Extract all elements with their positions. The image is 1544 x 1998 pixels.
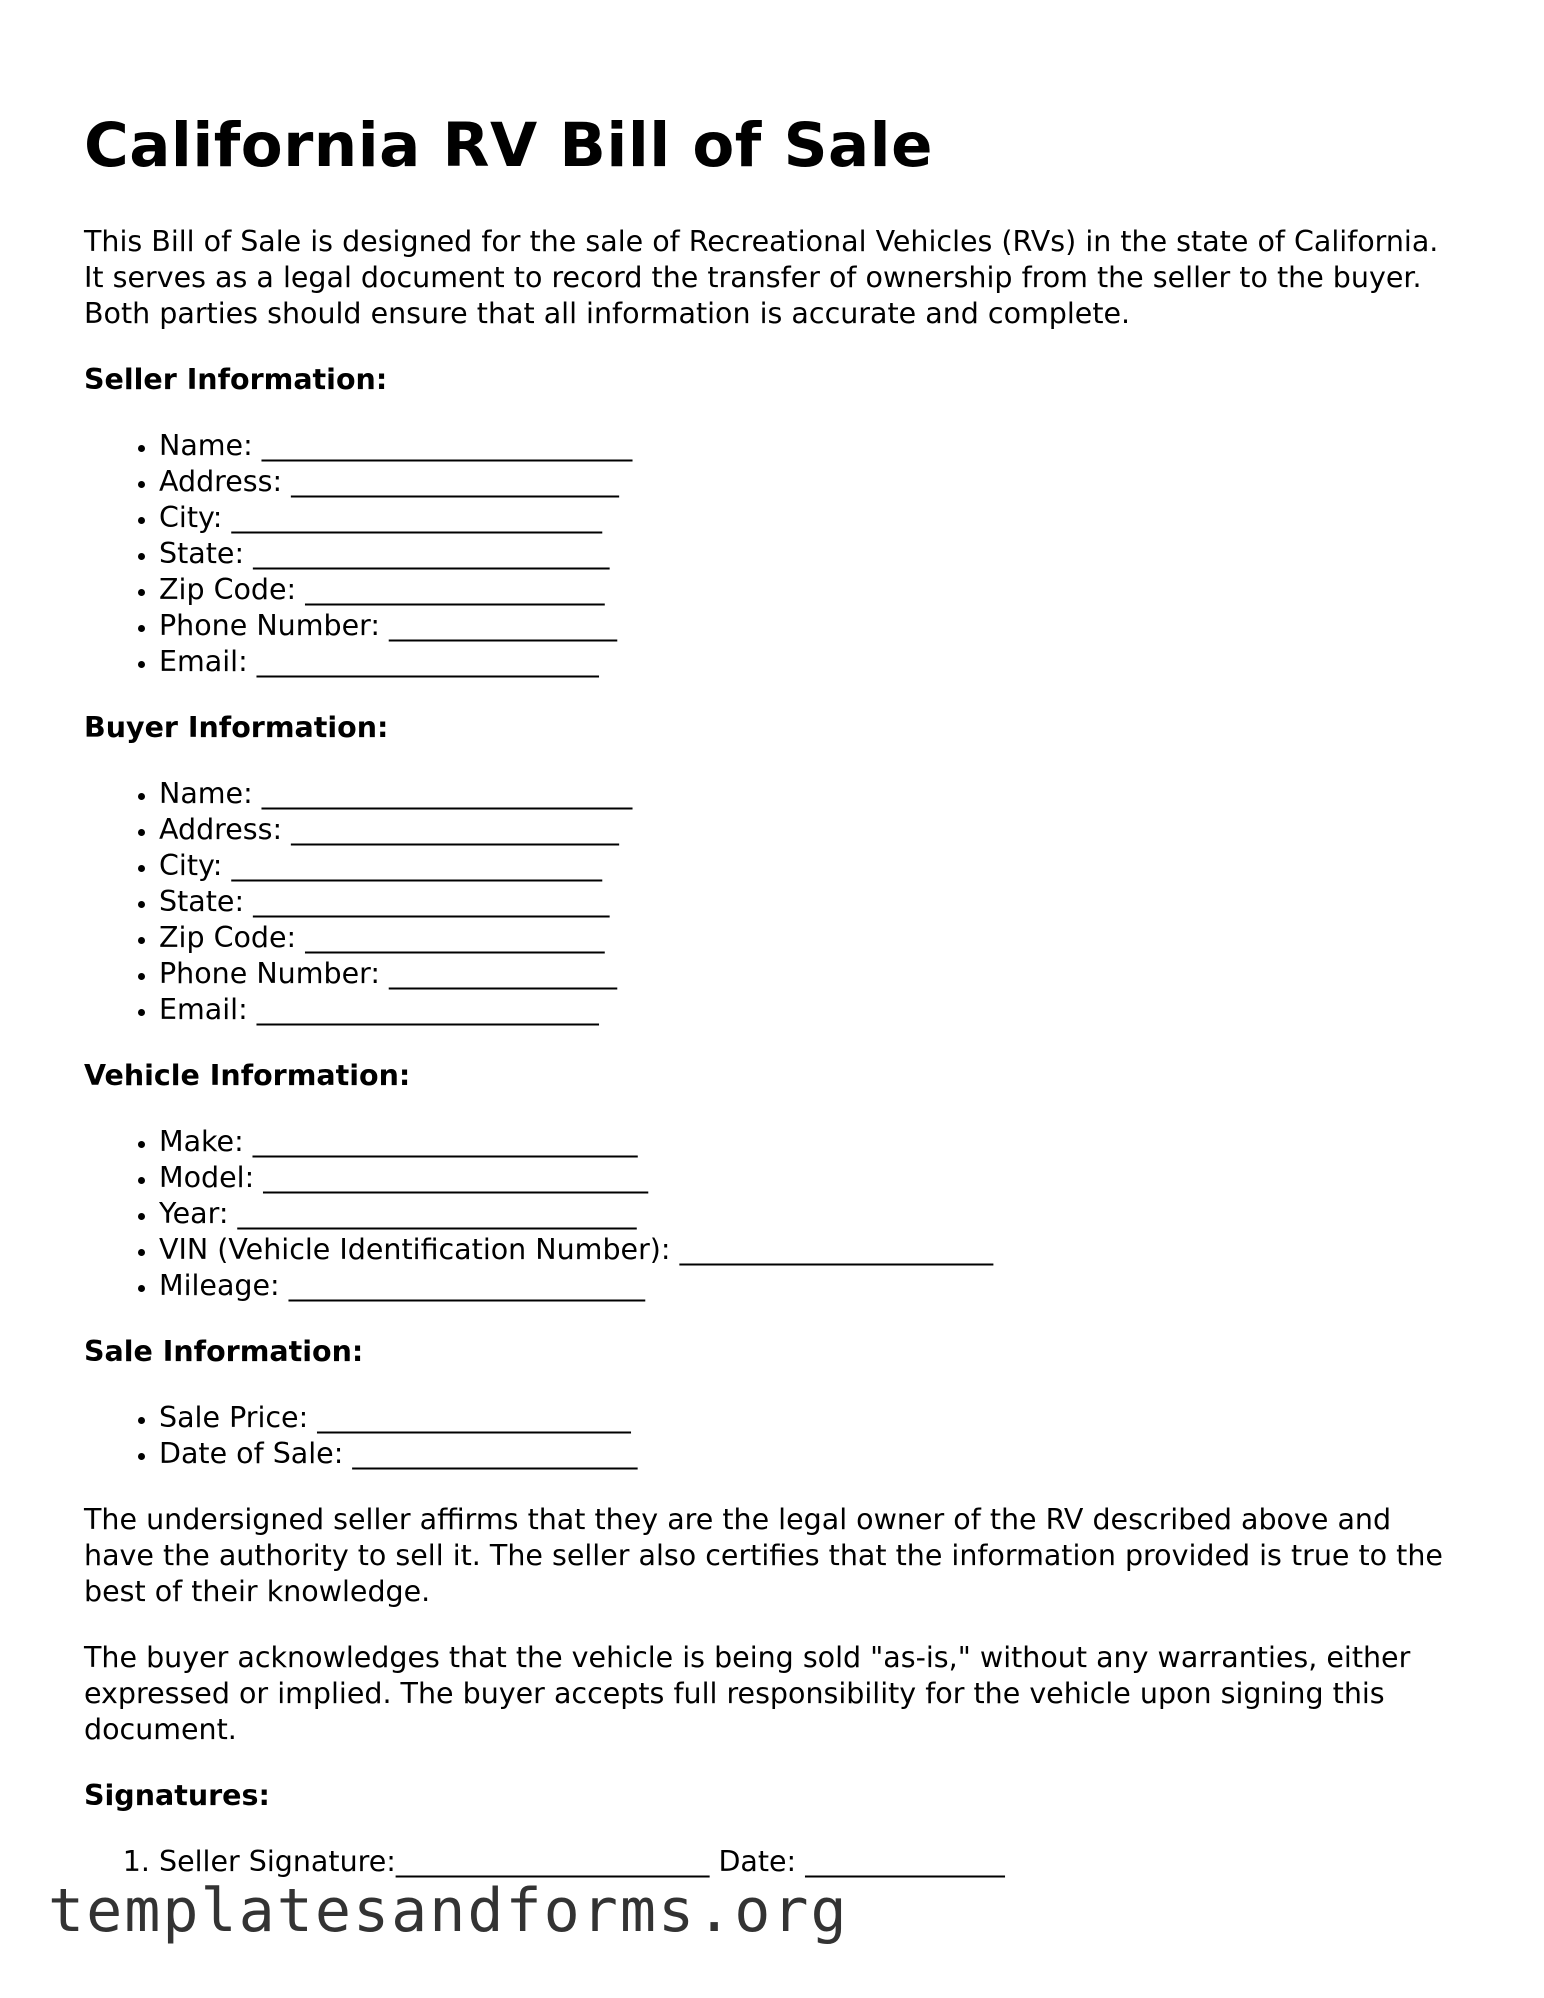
vehicle-make-blank[interactable]: ___________________________ (252, 1125, 638, 1158)
seller-state-blank[interactable]: _________________________ (253, 537, 610, 570)
sale-date-field: • Date of Sale: ____________________ (159, 1436, 1464, 1472)
vehicle-model-blank[interactable]: ___________________________ (263, 1161, 648, 1194)
buyer-city-blank[interactable]: __________________________ (231, 849, 602, 882)
seller-affirmation-paragraph: The undersigned seller affirms that they are the legal owner of the RV described above and have the authority to sell it. The seller also certifies that the information provided is true to the best of their knowledge. (84, 1503, 1443, 1608)
vehicle-model-field: • Model: ___________________________ (159, 1160, 1464, 1196)
seller-address-blank[interactable]: _______________________ (291, 465, 619, 498)
buyer-field-list (84, 776, 1464, 1028)
vehicle-field-list (84, 1124, 1464, 1304)
document-title: California RV Bill of Sale (84, 110, 933, 181)
vehicle-make-field: • Make: ___________________________ (159, 1124, 1464, 1160)
buyer-state-blank[interactable]: _________________________ (253, 885, 610, 918)
seller-signature-line: 1. Seller Signature:______________________ Date: ______________ (159, 1844, 1464, 1880)
buyer-state-field: • State: _________________________ (159, 884, 1464, 920)
seller-field-list (84, 428, 1464, 680)
seller-heading: Seller Information: (84, 363, 388, 396)
seller-email-field: • Email: ________________________ (159, 644, 1464, 680)
seller-zip-blank[interactable]: _____________________ (305, 573, 605, 606)
seller-email-blank[interactable]: ________________________ (256, 645, 599, 678)
sale-field-list (84, 1400, 1464, 1472)
vehicle-heading: Vehicle Information: (84, 1059, 411, 1092)
sale-heading: Sale Information: (84, 1335, 364, 1368)
buyer-name-blank[interactable]: __________________________ (261, 777, 633, 810)
buyer-zip-blank[interactable]: _____________________ (305, 921, 605, 954)
buyer-phone-blank[interactable]: ________________ (389, 957, 617, 990)
sale-price-field: • Sale Price: ______________________ (159, 1400, 1464, 1436)
buyer-acknowledgment-paragraph: The buyer acknowledges that the vehicle is being sold "as-is," without any warranties, either expressed or implied. The buyer accepts full responsibility for the vehicle upon signing this document. (84, 1641, 1411, 1746)
vehicle-vin-blank[interactable]: ______________________ (679, 1233, 994, 1266)
buyer-city-field: • City: __________________________ (159, 848, 1464, 884)
seller-city-blank[interactable]: __________________________ (231, 501, 602, 534)
vehicle-year-blank[interactable]: ____________________________ (237, 1197, 637, 1230)
seller-city-field: • City: __________________________ (159, 500, 1464, 536)
buyer-email-field: • Email: ________________________ (159, 992, 1464, 1028)
seller-signature-date-blank[interactable]: ______________ (805, 1845, 1005, 1878)
seller-state-field: • State: _________________________ (159, 536, 1464, 572)
seller-signature-blank[interactable]: ______________________ (395, 1845, 710, 1878)
seller-address-field: • Address: _______________________ (159, 464, 1464, 500)
intro-paragraph: This Bill of Sale is designed for the sale of Recreational Vehicles (RVs) in the state of California. It serves as a legal document to record the transfer of ownership from the seller to the buyer. Both parties should ensure that all information is accurate and complete. (84, 225, 1439, 330)
seller-phone-field: • Phone Number: ________________ (159, 608, 1464, 644)
signatures-heading: Signatures: (84, 1779, 270, 1812)
vehicle-year-field: • Year: ____________________________ (159, 1196, 1464, 1232)
buyer-zip-field: • Zip Code: _____________________ (159, 920, 1464, 956)
vehicle-mileage-blank[interactable]: _________________________ (288, 1269, 645, 1302)
buyer-name-field: • Name: __________________________ (159, 776, 1464, 812)
watermark: templatesandforms.org (48, 1876, 849, 1946)
buyer-heading: Buyer Information: (84, 711, 389, 744)
seller-phone-blank[interactable]: ________________ (389, 609, 617, 642)
vehicle-mileage-field: • Mileage: _________________________ (159, 1268, 1464, 1304)
buyer-phone-field: • Phone Number: ________________ (159, 956, 1464, 992)
sale-price-blank[interactable]: ______________________ (317, 1401, 631, 1434)
buyer-address-field: • Address: _______________________ (159, 812, 1464, 848)
seller-zip-field: • Zip Code: _____________________ (159, 572, 1464, 608)
document-page (84, 0, 1464, 1880)
seller-name-field: • Name: __________________________ (159, 428, 1464, 464)
sale-date-blank[interactable]: ____________________ (352, 1437, 638, 1470)
buyer-address-blank[interactable]: _______________________ (291, 813, 619, 846)
seller-name-blank[interactable]: __________________________ (261, 429, 633, 462)
buyer-email-blank[interactable]: ________________________ (256, 993, 599, 1026)
vehicle-vin-field: • VIN (Vehicle Identification Number): ______________________ (159, 1232, 1464, 1268)
signature-list (84, 1844, 1464, 1880)
